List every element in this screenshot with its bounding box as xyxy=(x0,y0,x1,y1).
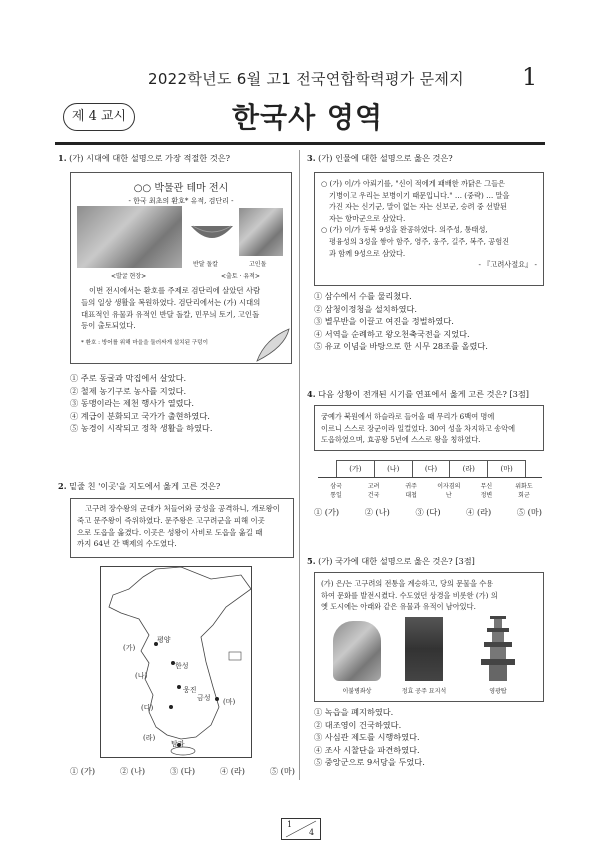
q4-body-line: 도읍하였으며, 효공왕 5년에 스스로 왕을 칭하였다. xyxy=(321,435,481,445)
q2-option-2[interactable]: ② (나) xyxy=(119,766,146,776)
q4-body-line: 이르니 스스로 장군이라 일컬었다. 30여 성을 차지하고 송악에 xyxy=(321,423,516,433)
q3-source: - 『고려사절요』 - xyxy=(478,260,537,270)
q2-options xyxy=(70,765,295,778)
map-label-hanseong: 한성 xyxy=(175,662,189,670)
q1-dolmen-photo xyxy=(239,208,283,256)
q2-body-line: 으로 도읍을 옮겼다. 이곳은 성왕이 사비로 도읍을 옮길 때 xyxy=(77,527,263,537)
session-badge: 제 4 교시 xyxy=(63,103,135,131)
stone-knife-icon xyxy=(187,208,237,256)
q1-excavation-photo xyxy=(77,206,182,268)
q1-exhibit-subtitle: - 한국 최초의 환호* 유적, 검단리 - xyxy=(128,197,234,205)
q1-exhibit-title: ○○ 박물관 테마 전시 xyxy=(133,183,229,194)
q4-period-row xyxy=(336,460,526,478)
q1-photos-caption: <출토 · 유적> xyxy=(221,273,260,280)
q2-passage-box xyxy=(70,498,294,558)
q3-para2-line: ○ (가) 이/가 동북 9성을 완공하였다. 의주성, 통태성, xyxy=(321,225,488,235)
q1-exhibit-box xyxy=(70,172,292,364)
map-marker-ma[interactable]: (마) xyxy=(223,698,236,706)
q5-pagoda-photo xyxy=(473,615,523,681)
q2-option-5[interactable]: ⑤ (마) xyxy=(269,766,295,776)
q3-options xyxy=(314,290,488,353)
q5-passage-box xyxy=(314,572,544,702)
column-divider xyxy=(299,150,300,780)
q2-option-1[interactable]: ① (가) xyxy=(70,766,96,776)
q1-option-5[interactable]: ⑤ 농경이 시작되고 정착 생활을 하였다. xyxy=(70,423,213,433)
q1-question xyxy=(58,152,293,165)
q2-option-4[interactable]: ④ (라) xyxy=(219,766,245,776)
q5-body-line: 하여 문화를 발전시켰다. 수도였던 상경을 비롯한 (가) 의 xyxy=(321,590,498,600)
q3-option-3[interactable]: ③ 별무반을 이끌고 여진을 정벌하였다. xyxy=(314,316,454,326)
q5-options xyxy=(314,706,425,769)
q3-option-5[interactable]: ⑤ 유교 이념을 바탕으로 한 시무 28조를 올렸다. xyxy=(314,341,488,351)
q1-options xyxy=(70,372,212,435)
page-indicator-current: 1 xyxy=(287,820,293,829)
q4-option-2[interactable]: ② (나) xyxy=(364,507,390,517)
q5-photo-label: 정효 공주 묘지석 xyxy=(401,688,447,695)
q3-number: 3. xyxy=(307,153,316,163)
q3-para1-line: 자는 항마군으로 삼았다. xyxy=(329,213,406,223)
q1-body-line: 이번 전시에서는 환호를 주제로 검단리에 살았던 사람 xyxy=(89,286,261,295)
q1-body-line: 대표적인 유물과 유적인 반달 돌칼, 민무늬 토기, 고인돌 xyxy=(81,309,260,319)
q5-option-4[interactable]: ④ 조사 시찰단을 파견하였다. xyxy=(314,744,420,755)
q5-buddha-photo xyxy=(333,621,381,681)
q4-event: 위화도 회군 xyxy=(515,483,533,499)
q4-period-ma: (마) xyxy=(500,465,513,473)
q4-period-na: (나) xyxy=(375,461,413,477)
q3-passage-box xyxy=(314,172,544,286)
q1-photo3-label: 고인돌 xyxy=(249,261,267,268)
q4-event: 삼국 통일 xyxy=(330,483,342,499)
q3-option-4[interactable]: ④ 서역을 순례하고 왕오천축국전을 지었다. xyxy=(314,328,470,339)
q1-option-3[interactable]: ③ 동맹이라는 제천 행사가 열렸다. xyxy=(70,398,195,408)
subject-title: 한국사 영역 xyxy=(232,101,383,134)
q5-body-line: (가) 은/는 고구려의 전통을 계승하고, 당의 문물을 수용 xyxy=(321,579,494,588)
q1-option-2[interactable]: ② 철제 농기구로 농사를 지었다. xyxy=(70,385,187,396)
q1-option-4[interactable]: ④ 계급이 분화되고 국가가 출현하였다. xyxy=(70,410,210,421)
map-marker-na[interactable]: (나) xyxy=(135,672,148,680)
page-number: 1 xyxy=(522,63,538,91)
q3-option-1[interactable]: ① 삼수에서 수를 물리쳤다. xyxy=(314,291,412,301)
q2-body-line: 까지 64년 간 백제의 수도였다. xyxy=(77,539,177,549)
q1-number: 1. xyxy=(58,153,67,163)
q5-question xyxy=(307,555,547,568)
q4-option-5[interactable]: ⑤ (마) xyxy=(516,507,542,517)
q1-body-line: 등이 출토되었다. xyxy=(81,321,136,331)
q3-question-text: (가) 인물에 대한 설명으로 옳은 것은? xyxy=(318,153,453,163)
q4-timeline xyxy=(318,460,542,500)
q5-body-line: 옛 도시에는 아래와 같은 유물과 유적이 남아있다. xyxy=(321,602,476,612)
map-label-ungjin: 웅진 xyxy=(183,686,197,694)
q2-body-line: 고구려 장수왕의 군대가 처들어와 궁성을 공격하니, 개로왕이 xyxy=(85,504,280,513)
map-label-tamna: 탐라 xyxy=(171,740,185,748)
map-marker-ga[interactable]: (가) xyxy=(123,644,136,652)
q1-option-1[interactable]: ① 주로 동굴과 막집에서 살았다. xyxy=(70,373,187,383)
map-marker-ra[interactable]: (라) xyxy=(143,734,156,742)
q2-option-3[interactable]: ③ (다) xyxy=(169,766,196,776)
q5-question-text: (가) 국가에 대한 설명으로 옳은 것은? [3점] xyxy=(318,556,475,566)
q4-timeline-axis xyxy=(318,477,542,478)
q1-body-line: 들의 일상 생활을 복원하였다. 검단리에서는 (가) 시대의 xyxy=(81,297,261,307)
q4-body-line: 궁예가 북원에서 하슬라로 들어올 때 무리가 6백여 명에 xyxy=(321,412,495,421)
q5-option-2[interactable]: ② 대조영이 건국하였다. xyxy=(314,719,402,730)
q3-para1-line: 가진 자는 신기군, 말이 없는 자는 신보군, 승려 중 선발된 xyxy=(329,202,507,212)
exam-title: 2022학년도 6월 고1 전국연합학력평가 문제지 xyxy=(148,70,464,88)
q4-question xyxy=(307,388,547,401)
q5-epitaph-photo xyxy=(405,617,443,681)
map-label-pyongyang: 평양 xyxy=(157,636,171,644)
map-label-geumseong: 금성 xyxy=(197,694,211,702)
q5-option-5[interactable]: ⑤ 중앙군으로 9서당을 두었다. xyxy=(314,757,425,767)
q4-event: 무신 정변 xyxy=(480,483,493,499)
page-curl-icon xyxy=(251,325,291,363)
q4-event: 귀주 대첩 xyxy=(405,483,417,499)
q4-event: 이자겸의 난 xyxy=(437,483,461,499)
q4-option-3[interactable]: ③ (다) xyxy=(415,507,441,517)
map-marker-da[interactable]: (다) xyxy=(141,704,154,712)
q3-para2-line: 평융성의 3성을 쌓아 함주, 영주, 웅주, 길주, 복주, 공험진 xyxy=(329,236,510,246)
q3-para1-line: 기병이고 우리는 보병이기 때문입니다." … (중략) … 말을 xyxy=(329,190,510,200)
q5-option-1[interactable]: ① 녹읍을 폐지하였다. xyxy=(314,707,394,717)
q5-number: 5. xyxy=(307,556,316,566)
q2-body-line: 죽고 문주왕이 즉위하였다. 문주왕은 고구려군을 피해 이곳 xyxy=(77,515,265,525)
q4-question-text: 다음 상황이 전개된 시기를 연표에서 옳게 고른 것은? [3점] xyxy=(318,389,529,399)
q1-question-text: (가) 시대에 대한 설명으로 가장 적절한 것은? xyxy=(69,153,231,163)
q1-stone-knife-photo xyxy=(187,208,237,256)
q4-period-ga: (가) xyxy=(337,461,375,477)
q5-photo-label: 영광탑 xyxy=(489,688,507,695)
page-indicator-total: 4 xyxy=(309,828,315,837)
q4-option-4[interactable]: ④ (라) xyxy=(466,507,492,517)
page-indicator xyxy=(281,818,321,840)
q5-photo-label: 이불병좌상 xyxy=(342,688,372,695)
q3-para2-line: 과 함께 9성으로 삼았다. xyxy=(329,248,406,258)
q3-option-2[interactable]: ② 삼청이정청을 설치하였다. xyxy=(314,303,417,314)
q4-period-da: (다) xyxy=(413,461,451,477)
pagoda-icon xyxy=(473,615,523,681)
q4-options xyxy=(314,506,542,519)
q2-map xyxy=(100,566,252,758)
q5-option-3[interactable]: ③ 사심관 제도를 시행하였다. xyxy=(314,732,420,742)
q4-events xyxy=(318,481,542,499)
q2-question-text: 밑줄 친 '이곳'을 지도에서 옳게 고른 것은? xyxy=(69,481,221,491)
q2-number: 2. xyxy=(58,481,67,491)
q1-photo2-label: 반달 돌칼 xyxy=(193,261,219,268)
q1-footnote: * 환호 : 방어를 위해 마을을 둘러싸게 설치된 구덩이 xyxy=(81,340,208,346)
q4-number: 4. xyxy=(307,389,316,399)
q1-photo1-caption: <발굴 현장> xyxy=(111,273,147,280)
q2-question xyxy=(58,480,293,493)
q4-period-ra: (라) xyxy=(450,461,488,477)
header-rule xyxy=(55,142,545,145)
q4-event: 고려 건국 xyxy=(367,483,380,499)
q4-passage-box xyxy=(314,405,544,451)
q3-question xyxy=(307,152,542,165)
q3-para1-line: ○ (가) 이/가 아뢰기를, "신이 적에게 패배한 까닭은 그들은 xyxy=(321,179,505,188)
q4-option-1[interactable]: ① (가) xyxy=(314,507,340,517)
